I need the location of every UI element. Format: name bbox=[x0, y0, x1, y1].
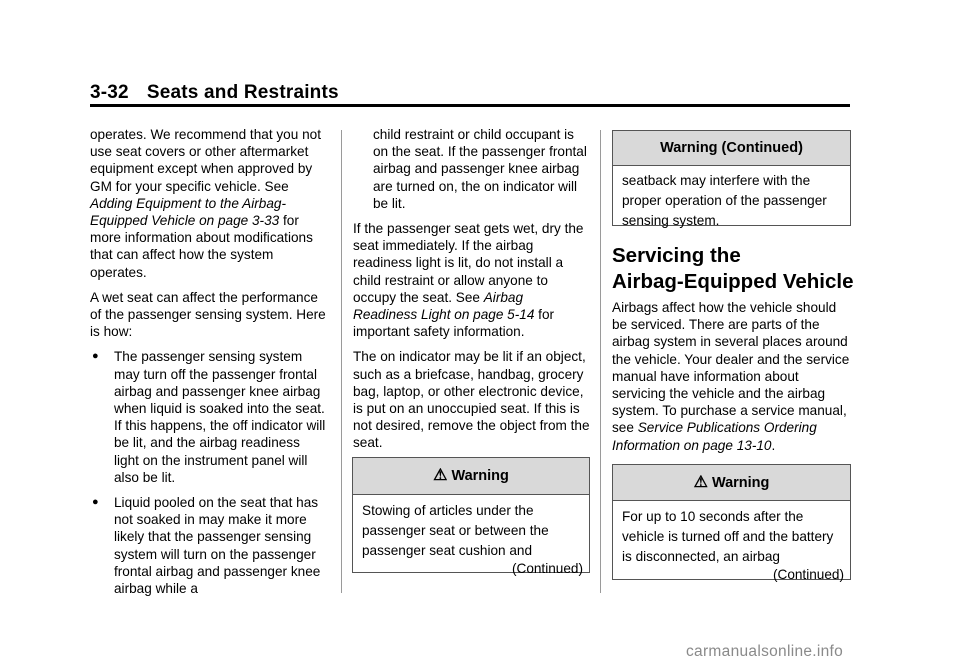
col1-paragraph-1 bbox=[90, 126, 328, 281]
col3-paragraph-1 bbox=[612, 299, 852, 454]
bullet-item-1 bbox=[90, 348, 328, 486]
section-title-line-1: Servicing the bbox=[612, 244, 741, 267]
warning-title: Warning bbox=[451, 468, 509, 484]
bullet-1-text: The passenger sensing system may turn off the passenger frontal airbag and passenger knee airbag when liquid is soaked into the seat. If this happens, the off indicator will be lit, and the airbag readiness light on the instrument panel will also be lit. bbox=[114, 349, 326, 485]
warning-triangle-icon: ⚠ bbox=[693, 474, 708, 491]
chapter-title: Seats and Restraints bbox=[146, 82, 339, 103]
warning-header bbox=[613, 465, 850, 501]
column-1 bbox=[90, 126, 328, 605]
warning-continued-box bbox=[612, 130, 851, 226]
column-2 bbox=[353, 126, 591, 460]
continued-label: (Continued) bbox=[511, 561, 583, 576]
section-title-line-2: Airbag-Equipped Vehicle bbox=[612, 270, 854, 293]
bullet-icon: ● bbox=[92, 496, 99, 509]
page-number: 3-32 bbox=[90, 82, 129, 103]
warning-continued-body: seatback may interfere with the proper operation of the passenger sensing system. bbox=[622, 173, 827, 228]
column-3 bbox=[612, 299, 852, 462]
warning-header bbox=[353, 458, 589, 495]
page-header bbox=[90, 82, 339, 104]
col1-p1-text-b: for more information about modifications that can affect how the system operates. bbox=[90, 213, 313, 280]
col1-p1-text-a: operates. We recommend that you not use seat covers or other aftermarket equipment except when approved by GM for your specific vehicle. See bbox=[90, 127, 321, 194]
adding-equipment-link[interactable]: Adding Equipment to the Airbag-Equipped Vehicle on page 3-33 bbox=[90, 195, 286, 229]
col3-p1-text-a: Airbags affect how the vehicle should be serviced. There are parts of the airbag system in several places around the vehicle. Your dealer and the service manual have information about servicing the vehicle and the airbag system. To purchase a service manual, see bbox=[612, 300, 850, 436]
header-rule bbox=[90, 104, 850, 107]
section-title bbox=[612, 243, 854, 295]
warning-body: Stowing of articles under the passenger seat or between the passenger seat cushion and bbox=[362, 503, 549, 558]
bullet-icon: ● bbox=[92, 350, 99, 363]
warning-triangle-icon: ⚠ bbox=[433, 467, 448, 484]
col2-paragraph-2: The on indicator may be lit if an object, such as a briefcase, handbag, grocery bag, laptop, or other electronic device, is put on an unoccupied seat. If this is not desired, remove the object from the seat. bbox=[353, 349, 590, 451]
warning-box-1 bbox=[352, 457, 590, 576]
col3-p1-text-b: . bbox=[771, 437, 776, 453]
warning-title: Warning bbox=[711, 475, 770, 491]
column-divider-2 bbox=[600, 130, 601, 593]
watermark-logo: carmanualsonline.info bbox=[686, 643, 844, 660]
warning-body: For up to 10 seconds after the vehicle is turned off and the battery is disconnected, an airbag bbox=[622, 509, 834, 564]
airbag-readiness-link[interactable]: Airbag Readiness Light on page 5-14 bbox=[353, 289, 535, 323]
col2-p1-text-a: If the passenger seat gets wet, dry the seat immediately. If the airbag readiness light is lit, do not install a child restraint or allow anyone to occupy the seat. See bbox=[353, 221, 584, 305]
col2-paragraph-0: child restraint or child occupant is on the seat. If the passenger frontal airbag and passenger knee airbag are turned on, the on indicator will be lit. bbox=[373, 127, 587, 211]
bullet-item-2 bbox=[90, 494, 328, 597]
service-publications-link[interactable]: Service Publications Ordering Information on page 13-10 bbox=[612, 420, 817, 453]
col1-paragraph-2: A wet seat can affect the performance of the passenger sensing system. Here is how: bbox=[90, 289, 326, 340]
bullet-2-text: Liquid pooled on the seat that has not soaked in may make it more likely that the passenger sensing system will turn on the passenger frontal airbag and passenger knee airbag while a bbox=[114, 495, 321, 597]
column-divider-1 bbox=[341, 130, 342, 593]
continued-label: (Continued) bbox=[772, 567, 844, 582]
warning-continued-header: Warning (Continued) bbox=[613, 131, 850, 166]
warning-box-2 bbox=[612, 464, 851, 580]
col2-p1-text-b: for important safety information. bbox=[353, 307, 555, 340]
col2-paragraph-1 bbox=[353, 220, 591, 340]
